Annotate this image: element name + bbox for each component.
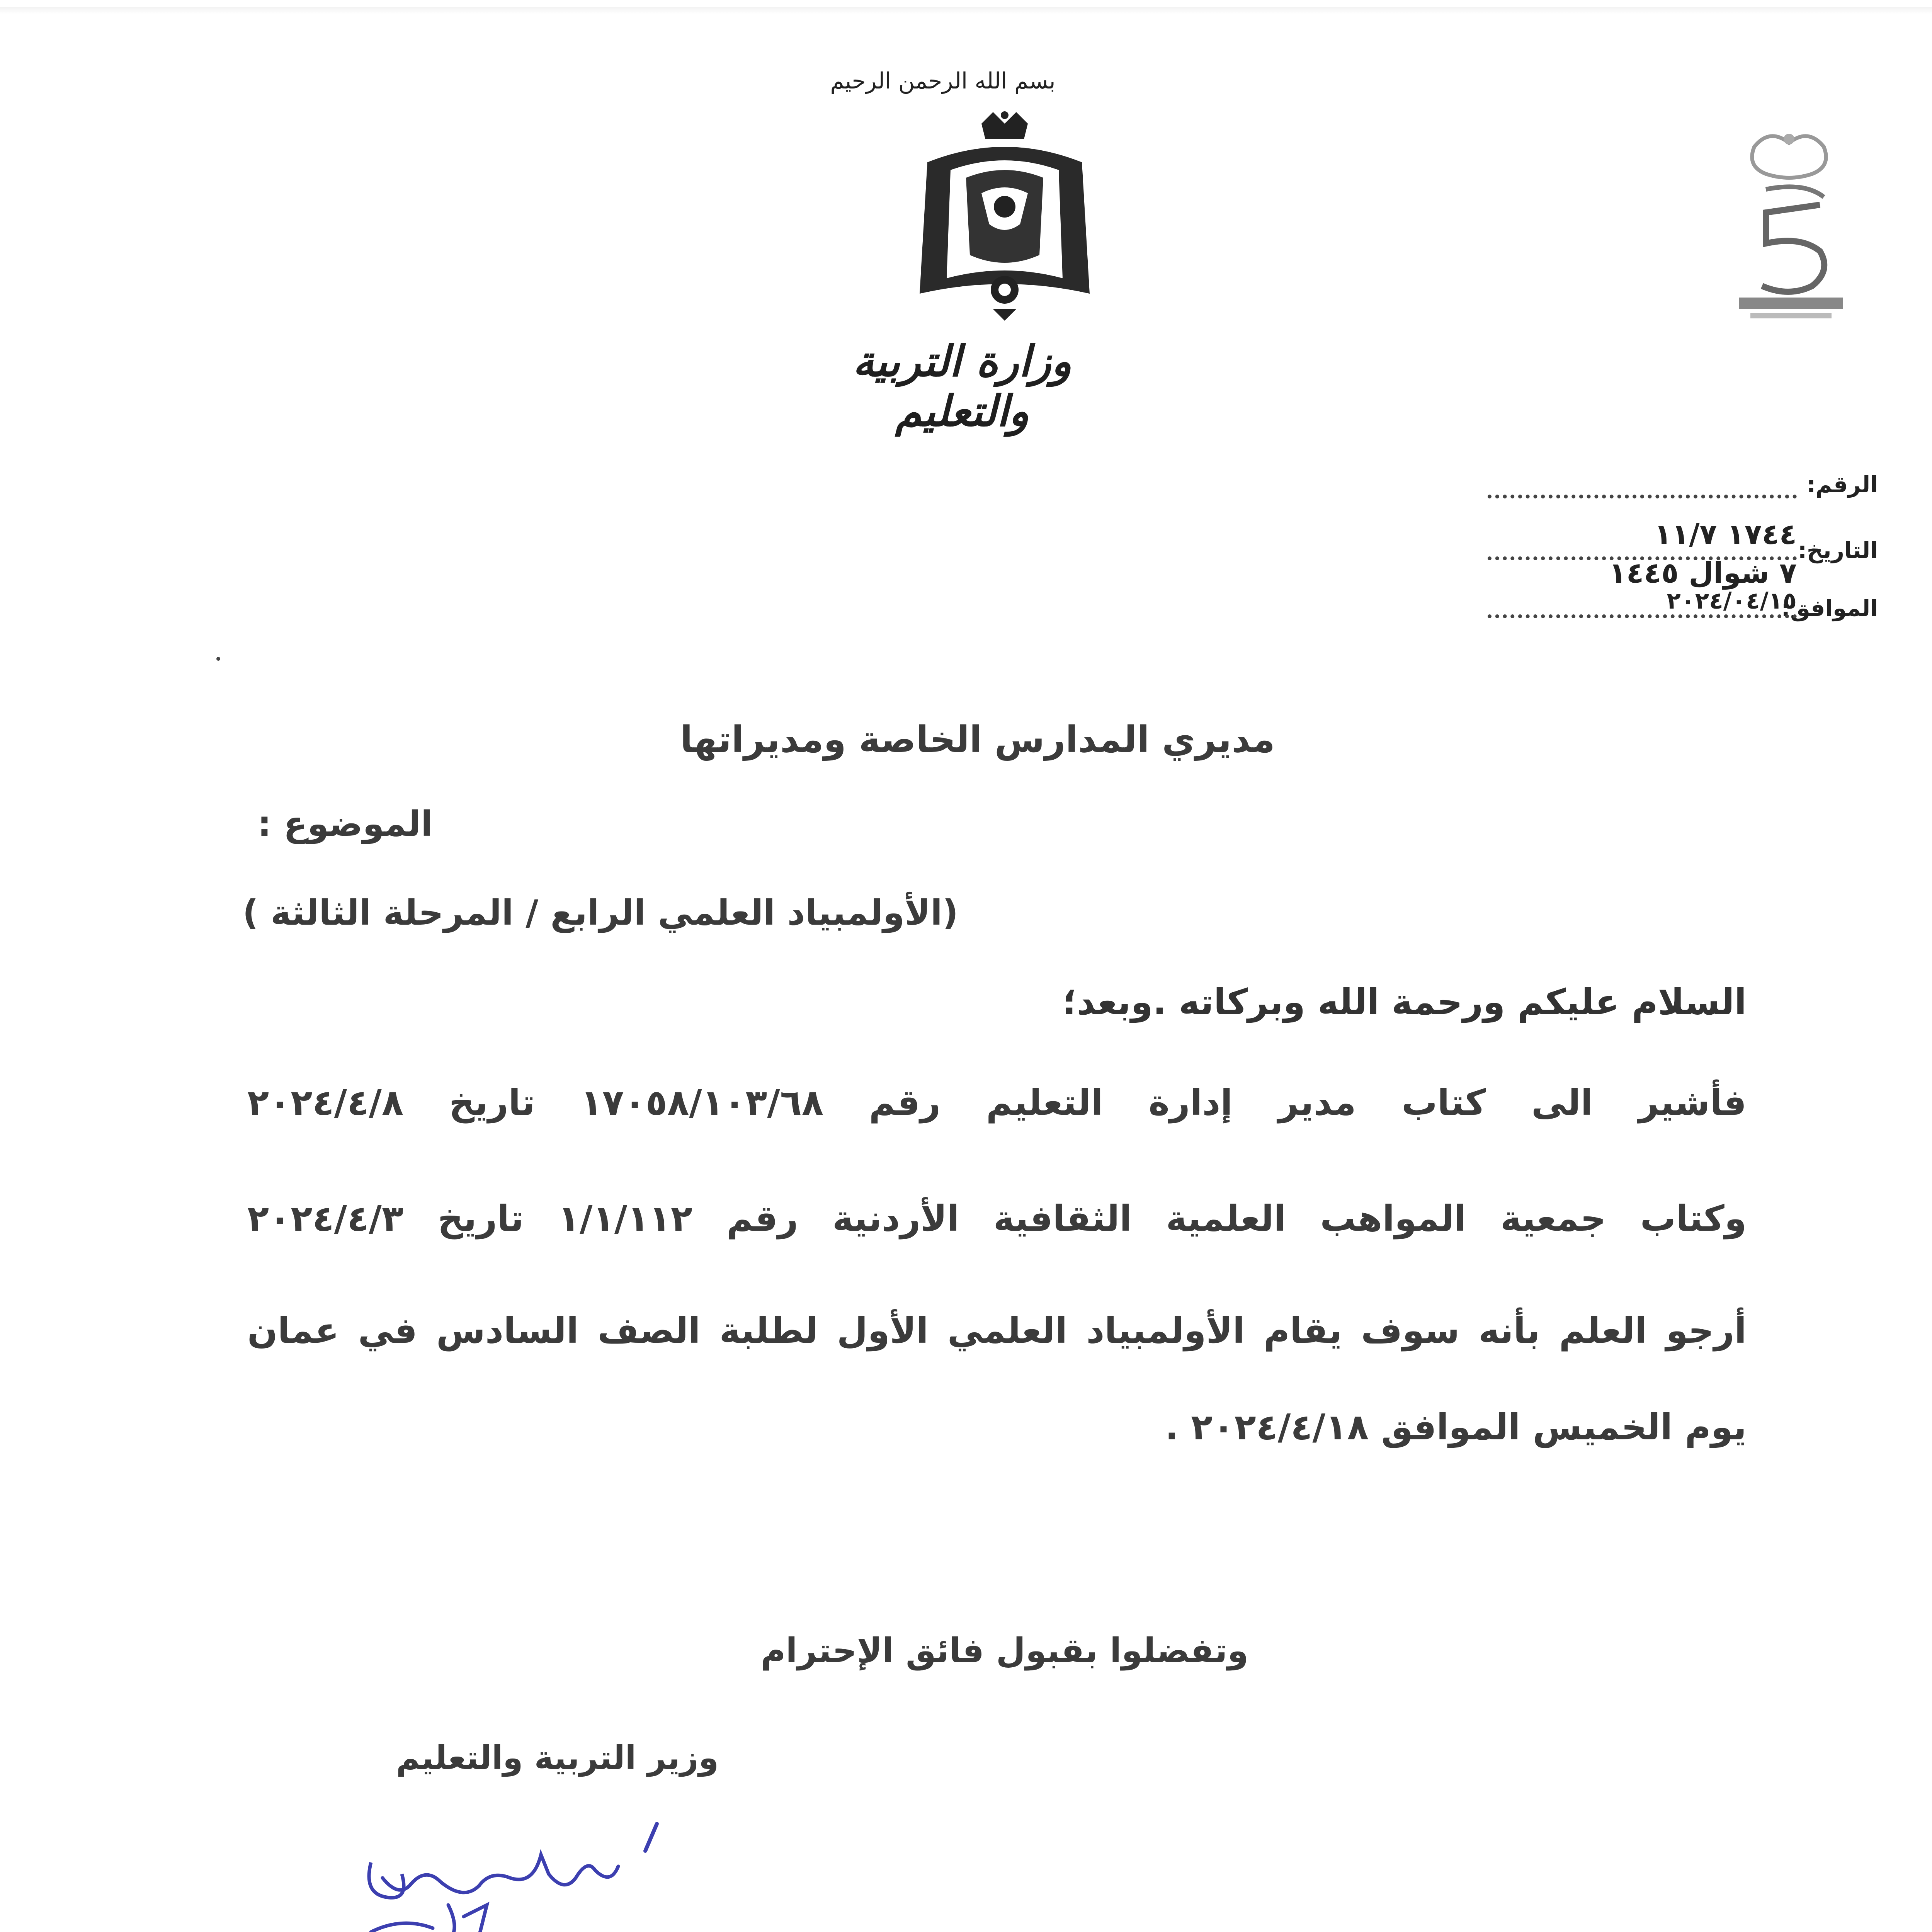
handwritten-signature [325,1808,711,1932]
reference-date-label: التاريخ: [1798,537,1878,563]
body-line-1: فأشير الى كتاب مدير إدارة التعليم رقم ١٧٠٥٨/١٠٣/٦٨ تاريخ ٢٠٢٤/٤/٨ [247,1082,1747,1123]
reference-corresponding-label: الموافق: [1781,595,1878,621]
basmala: بسم الله الرحمن الرحيم [830,68,1056,94]
scan-speck [216,657,220,661]
body-line-2: وكتاب جمعية المواهب العلمية الثقافية الأردنية رقم ١/١/١١٢ تاريخ ٢٠٢٤/٤/٣ [247,1198,1747,1239]
reference-corresponding-value: ٢٠٢٤/٠٤/١٥ [1488,587,1797,618]
subject-label: الموضوع : [257,804,433,844]
reference-number-label: الرقم: [1806,471,1878,498]
reference-hijri-value: ٧ شوال ١٤٤٥ [1609,556,1797,590]
ministry-title: وزارة التربية والتعليم [852,336,1072,436]
coat-of-arms-icon [904,108,1105,325]
recipient-line: مديري المدارس الخاصة ومديراتها [680,719,1275,761]
reference-corresponding-row [1468,556,1878,630]
closing-line: وتفضلوا بقبول فائق الإحترام [760,1631,1249,1670]
signatory-title: وزير التربية والتعليم [396,1739,719,1777]
reference-date-value: ١٧٤٤ ١١/٧ [1488,518,1797,560]
greeting: السلام عليكم ورحمة الله وبركاته .وبعد؛ [1063,981,1747,1023]
jubilee-emblem-icon [1708,116,1870,332]
reference-number-value [1488,460,1797,498]
reference-number-row [1468,456,1878,514]
page-edge [0,7,1932,14]
body-line-3: أرجو العلم بأنه سوف يقام الأولمبياد العلمي الأول لطلبة الصف السادس في عمان [247,1310,1747,1351]
body-line-4: يوم الخميس الموافق ٢٠٢٤/٤/١٨ . [1165,1406,1747,1448]
subject-text: (الأولمبياد العلمي الرابع / المرحلة الثالثة ) [242,893,958,933]
